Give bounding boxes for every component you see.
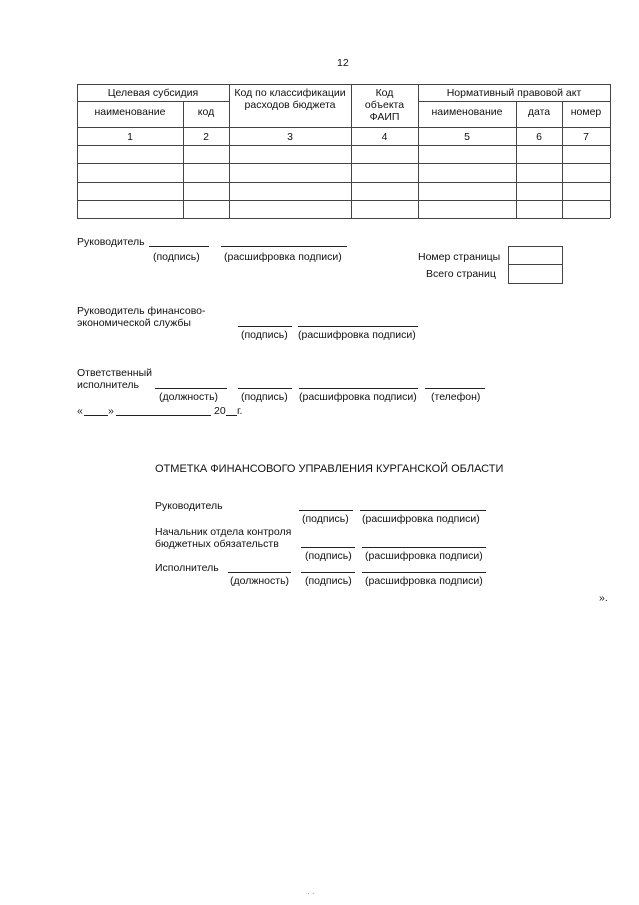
table-line [77, 200, 610, 201]
dept-head-label-l2: бюджетных обязательств [155, 538, 279, 550]
table-line [77, 163, 610, 164]
signature-decoding-caption: (расшифровка подписи) [365, 550, 483, 562]
table-line [77, 101, 229, 102]
signature-decoding-caption: (расшифровка подписи) [224, 251, 342, 263]
executor-label: Исполнитель [155, 562, 219, 574]
year-line [226, 415, 237, 416]
header-code: код [197, 106, 215, 118]
header-faip-code-l1: Код [375, 87, 394, 99]
header-name: наименование [94, 106, 166, 118]
footer-dots: · · [307, 889, 315, 898]
total-pages-field[interactable] [508, 264, 563, 284]
total-pages-label: Всего страниц [426, 268, 496, 280]
signature-line [238, 326, 292, 327]
signature-decoding-caption: (расшифровка подписи) [298, 329, 416, 341]
table-line [77, 182, 610, 183]
signature-decoding-line [299, 388, 418, 389]
header-budget-class-code: Код по классификации расходов бюджета [234, 87, 346, 112]
signature-line [301, 572, 355, 573]
signature-line [301, 547, 355, 548]
fin-head-label-l1: Руководитель финансово- [77, 305, 206, 317]
signature-line [149, 246, 209, 247]
year-prefix: 20 [214, 405, 226, 417]
responsible-label-l1: Ответственный [77, 367, 152, 379]
closing-mark: ». [599, 592, 608, 604]
page-number-field[interactable] [508, 246, 563, 265]
responsible-label-l2: исполнитель [77, 379, 139, 391]
dept-head-label-l1: Начальник отдела контроля [155, 526, 292, 538]
signature-caption: (подпись) [241, 391, 288, 403]
table-border-right [610, 84, 611, 218]
table-line [229, 84, 230, 218]
column-number: 3 [287, 131, 293, 143]
head-label: Руководитель [77, 236, 145, 248]
table-line [418, 84, 419, 218]
signature-decoding-line [360, 510, 486, 511]
page-number: 12 [337, 57, 349, 69]
signature-caption: (подпись) [302, 513, 349, 525]
table-line [77, 127, 610, 128]
column-number: 4 [381, 131, 388, 143]
position-line [155, 388, 227, 389]
header-act-name: наименование [431, 106, 503, 118]
header-number: номер [570, 106, 602, 118]
table-border-bottom [77, 218, 610, 219]
signature-decoding-caption: (расшифровка подписи) [299, 391, 417, 403]
table-line [77, 145, 610, 146]
date-close-quote: » [108, 405, 114, 417]
month-line [116, 415, 211, 416]
column-number: 2 [203, 131, 209, 143]
signature-decoding-line [221, 246, 347, 247]
signature-decoding-line [362, 572, 486, 573]
header-faip-code-l3: ФАИП [369, 111, 400, 123]
column-number: 1 [127, 131, 133, 143]
date-open-quote: « [77, 405, 83, 417]
column-number: 5 [464, 131, 470, 143]
year-suffix: г. [237, 405, 243, 417]
signature-caption: (подпись) [241, 329, 288, 341]
table-border-left [77, 84, 78, 218]
signature-line [299, 510, 353, 511]
fin-head-label-l2: экономической службы [77, 317, 191, 329]
column-number: 6 [536, 131, 542, 143]
signature-decoding-caption: (расшифровка подписи) [365, 575, 483, 587]
phone-caption: (телефон) [431, 391, 481, 403]
page-number-label: Номер страницы [418, 251, 501, 263]
header-target-subsidy: Целевая субсидия [107, 87, 199, 99]
header-legal-act: Нормативный правовой акт [446, 87, 582, 99]
mark-head-label: Руководитель [155, 500, 223, 512]
signature-caption: (подпись) [153, 251, 200, 263]
signature-decoding-caption: (расшифровка подписи) [362, 513, 480, 525]
column-number: 7 [583, 131, 589, 143]
position-caption: (должность) [230, 575, 290, 587]
phone-line [425, 388, 485, 389]
signature-decoding-line [362, 547, 486, 548]
table-line [418, 101, 610, 102]
position-caption: (должность) [159, 391, 219, 403]
header-date: дата [527, 106, 551, 118]
signature-decoding-line [298, 326, 418, 327]
table-border-top [77, 84, 610, 85]
day-line [84, 415, 108, 416]
position-line [228, 572, 291, 573]
signature-caption: (подпись) [305, 575, 352, 587]
mark-section-title: ОТМЕТКА ФИНАНСОВОГО УПРАВЛЕНИЯ КУРГАНСКОЙ ОБЛАСТИ [155, 463, 504, 475]
header-faip-code-l2: объекта [364, 99, 405, 111]
signature-line [238, 388, 292, 389]
signature-caption: (подпись) [305, 550, 352, 562]
